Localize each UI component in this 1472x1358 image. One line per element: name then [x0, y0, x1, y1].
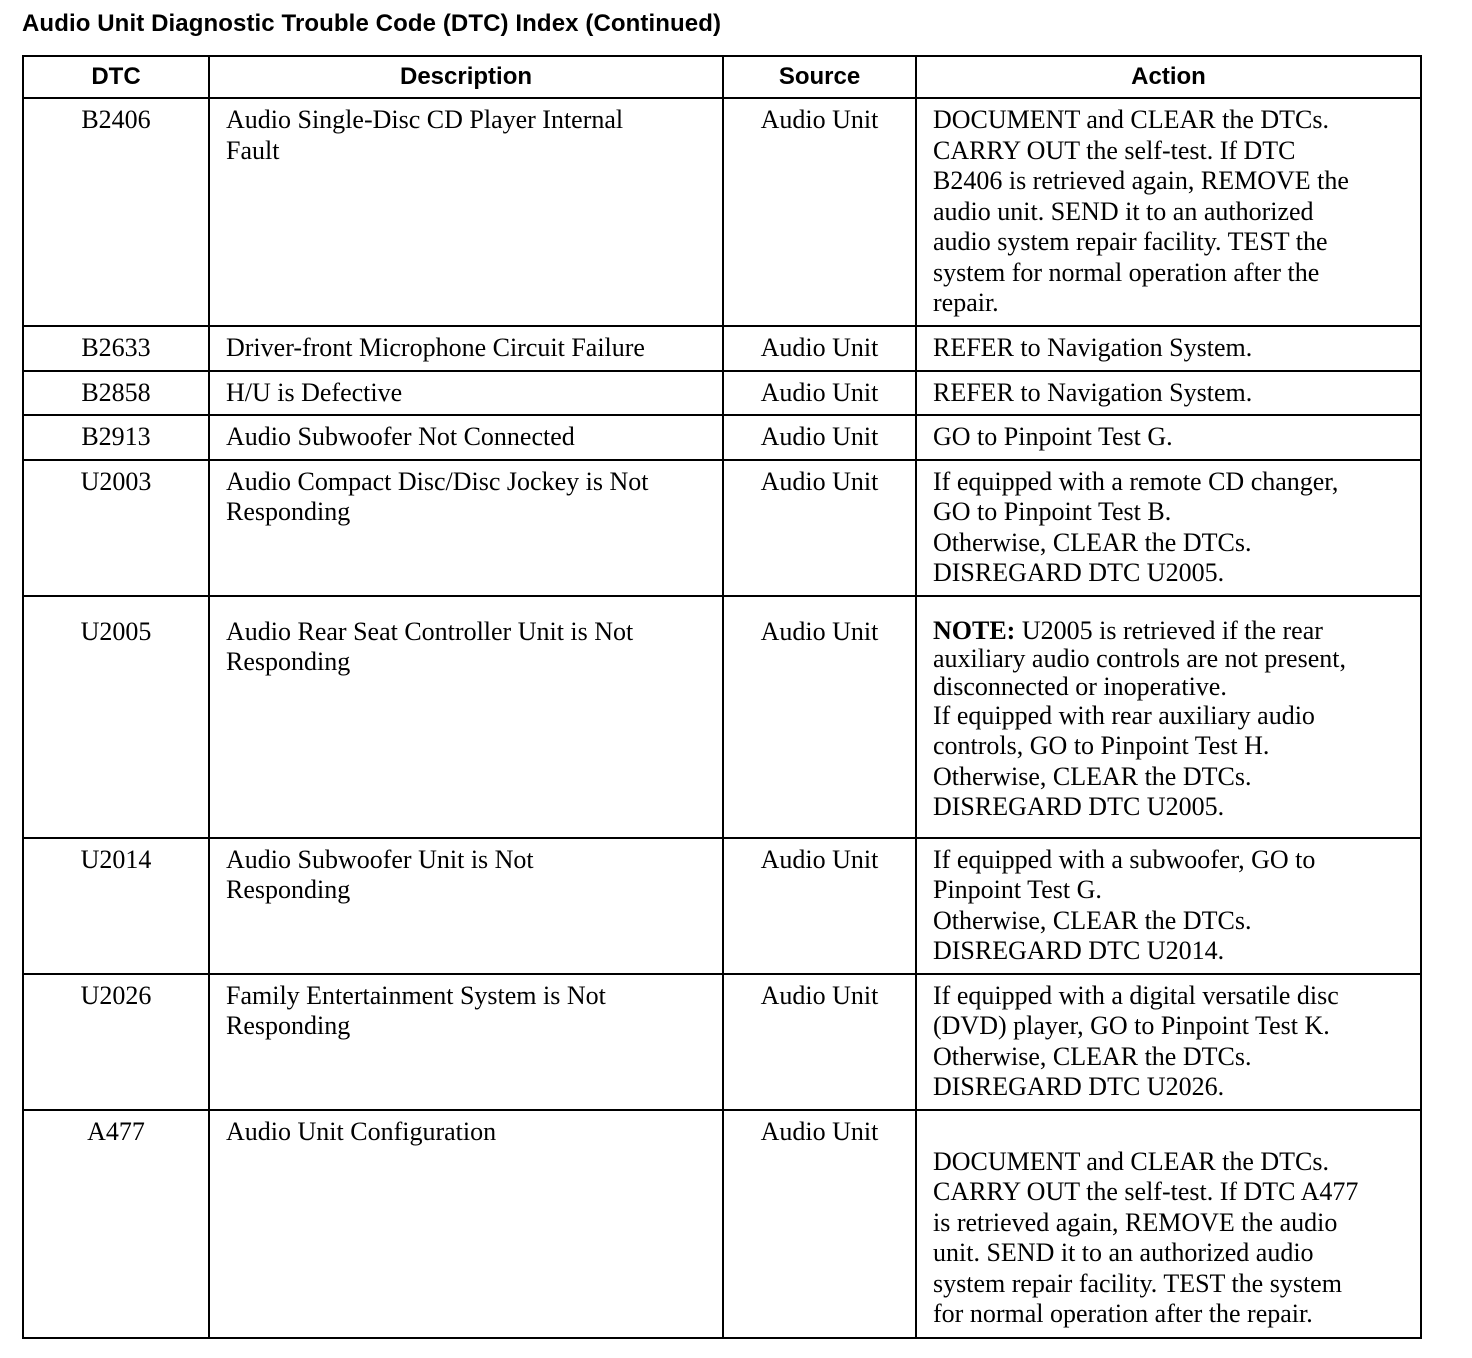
- dtc-source-text: Audio Unit: [760, 616, 879, 646]
- dtc-code-text: U2005: [80, 616, 152, 646]
- description-line: Responding: [226, 647, 351, 676]
- action-line: DOCUMENT and CLEAR the DTCs.: [933, 105, 1330, 134]
- column-header-source: Source: [723, 56, 916, 98]
- action-line: for normal operation after the repair.: [933, 1299, 1313, 1328]
- action-line: system for normal operation after the: [933, 257, 1320, 287]
- action-line: GO to Pinpoint Test G.: [933, 422, 1173, 451]
- action-line: CARRY OUT the self-test. If DTC: [933, 135, 1296, 165]
- dtc-action: [916, 98, 1421, 326]
- dtc-action: [916, 415, 1421, 460]
- action-line: (DVD) player, GO to Pinpoint Test K.: [933, 1011, 1330, 1040]
- action-line: Otherwise, CLEAR the DTCs.: [933, 761, 1252, 791]
- table-row: [23, 838, 1421, 974]
- cell-spacer: [32, 603, 200, 617]
- cell-spacer: [933, 1117, 1414, 1147]
- action-line: Otherwise, CLEAR the DTCs.: [933, 905, 1252, 935]
- action-line: controls, GO to Pinpoint Test H.: [933, 731, 1270, 760]
- dtc-source: [723, 596, 916, 838]
- dtc-action: [916, 460, 1421, 596]
- dtc-source: Audio Unit: [723, 460, 916, 596]
- dtc-description: [209, 98, 723, 326]
- table-row: [23, 460, 1421, 596]
- dtc-code: [23, 596, 209, 838]
- dtc-code: B2913: [23, 415, 209, 460]
- column-header-dtc: DTC: [23, 56, 209, 98]
- dtc-description: [209, 326, 723, 371]
- table-header-row: [23, 56, 1421, 98]
- description-line: Audio Subwoofer Unit is Not: [226, 844, 534, 874]
- dtc-index-table: [22, 55, 1422, 1339]
- action-line: If equipped with a subwoofer, GO to: [933, 844, 1316, 874]
- action-line: disconnected or inoperative.: [933, 671, 1227, 701]
- page-title: Audio Unit Diagnostic Trouble Code (DTC) Index (Continued): [22, 10, 722, 37]
- note-text: U2005 is retrieved if the rear: [1015, 615, 1323, 645]
- action-line: DISREGARD DTC U2014.: [933, 936, 1225, 965]
- action-line: If equipped with rear auxiliary audio: [933, 700, 1315, 730]
- dtc-source: Audio Unit: [723, 974, 916, 1110]
- dtc-action: [916, 596, 1421, 838]
- action-line: audio unit. SEND it to an authorized: [933, 196, 1314, 226]
- dtc-code: B2858: [23, 371, 209, 416]
- description-line: Fault: [226, 135, 280, 165]
- description-line: Audio Compact Disc/Disc Jockey is Not: [226, 466, 649, 496]
- action-line: If equipped with a remote CD changer,: [933, 466, 1339, 496]
- note-label: NOTE:: [933, 615, 1016, 645]
- action-line: unit. SEND it to an authorized audio: [933, 1238, 1314, 1267]
- action-line: Pinpoint Test G.: [933, 875, 1102, 904]
- dtc-description: [209, 1110, 723, 1338]
- dtc-code: U2014: [23, 838, 209, 974]
- description-line: Family Entertainment System is Not: [226, 980, 606, 1010]
- table-row: [23, 326, 1421, 371]
- cell-spacer: [933, 603, 1414, 617]
- dtc-code: U2003: [23, 460, 209, 596]
- dtc-description: [209, 596, 723, 838]
- cell-spacer: [732, 603, 907, 617]
- table-row: [23, 98, 1421, 326]
- action-line: If equipped with a digital versatile disc: [933, 980, 1339, 1010]
- action-line: auxiliary audio controls are not present,: [933, 643, 1346, 673]
- dtc-action: [916, 838, 1421, 974]
- table-row: [23, 371, 1421, 416]
- dtc-code: B2633: [23, 326, 209, 371]
- action-line: audio system repair facility. TEST the: [933, 227, 1328, 256]
- dtc-action: [916, 974, 1421, 1110]
- description-line: Responding: [226, 497, 351, 526]
- dtc-code: A477: [23, 1110, 209, 1338]
- action-line: DISREGARD DTC U2005.: [933, 558, 1225, 587]
- dtc-source: Audio Unit: [723, 415, 916, 460]
- action-line: REFER to Navigation System.: [933, 377, 1253, 407]
- dtc-description: [209, 415, 723, 460]
- dtc-action: [916, 326, 1421, 371]
- description-line: Audio Single-Disc CD Player Internal: [226, 105, 624, 134]
- cell-spacer: [226, 603, 714, 617]
- dtc-code: U2026: [23, 974, 209, 1110]
- table-row: [23, 415, 1421, 460]
- dtc-source: Audio Unit: [723, 838, 916, 974]
- column-header-description: Description: [209, 56, 723, 98]
- dtc-description: [209, 371, 723, 416]
- action-line: repair.: [933, 288, 999, 317]
- dtc-action: [916, 1110, 1421, 1338]
- action-line: GO to Pinpoint Test B.: [933, 497, 1172, 526]
- description-line: H/U is Defective: [226, 377, 403, 407]
- note-line: [933, 617, 1414, 645]
- dtc-source: Audio Unit: [723, 1110, 916, 1338]
- action-line: DOCUMENT and CLEAR the DTCs.: [933, 1146, 1330, 1176]
- description-line: Audio Rear Seat Controller Unit is Not: [226, 616, 634, 646]
- dtc-code: B2406: [23, 98, 209, 326]
- action-line: CARRY OUT the self-test. If DTC A477: [933, 1177, 1359, 1206]
- description-line: Responding: [226, 1011, 351, 1040]
- description-line: Driver-front Microphone Circuit Failure: [226, 333, 645, 362]
- action-line: system repair facility. TEST the system: [933, 1268, 1342, 1298]
- action-line: DISREGARD DTC U2005.: [933, 792, 1225, 821]
- action-line: is retrieved again, REMOVE the audio: [933, 1207, 1338, 1237]
- action-line: B2406 is retrieved again, REMOVE the: [933, 166, 1349, 195]
- table-row: [23, 596, 1421, 838]
- dtc-description: [209, 974, 723, 1110]
- action-line: Otherwise, CLEAR the DTCs.: [933, 527, 1252, 557]
- dtc-source: Audio Unit: [723, 371, 916, 416]
- column-header-action: Action: [916, 56, 1421, 98]
- action-line: REFER to Navigation System.: [933, 333, 1253, 362]
- description-line: Audio Subwoofer Not Connected: [226, 422, 575, 451]
- dtc-action: [916, 371, 1421, 416]
- dtc-description: [209, 460, 723, 596]
- description-line: Audio Unit Configuration: [226, 1116, 497, 1146]
- dtc-description: [209, 838, 723, 974]
- dtc-source: Audio Unit: [723, 98, 916, 326]
- table-row: [23, 974, 1421, 1110]
- table-row: [23, 1110, 1421, 1338]
- description-line: Responding: [226, 875, 351, 904]
- dtc-source: Audio Unit: [723, 326, 916, 371]
- action-line: DISREGARD DTC U2026.: [933, 1072, 1225, 1101]
- action-line: Otherwise, CLEAR the DTCs.: [933, 1041, 1252, 1071]
